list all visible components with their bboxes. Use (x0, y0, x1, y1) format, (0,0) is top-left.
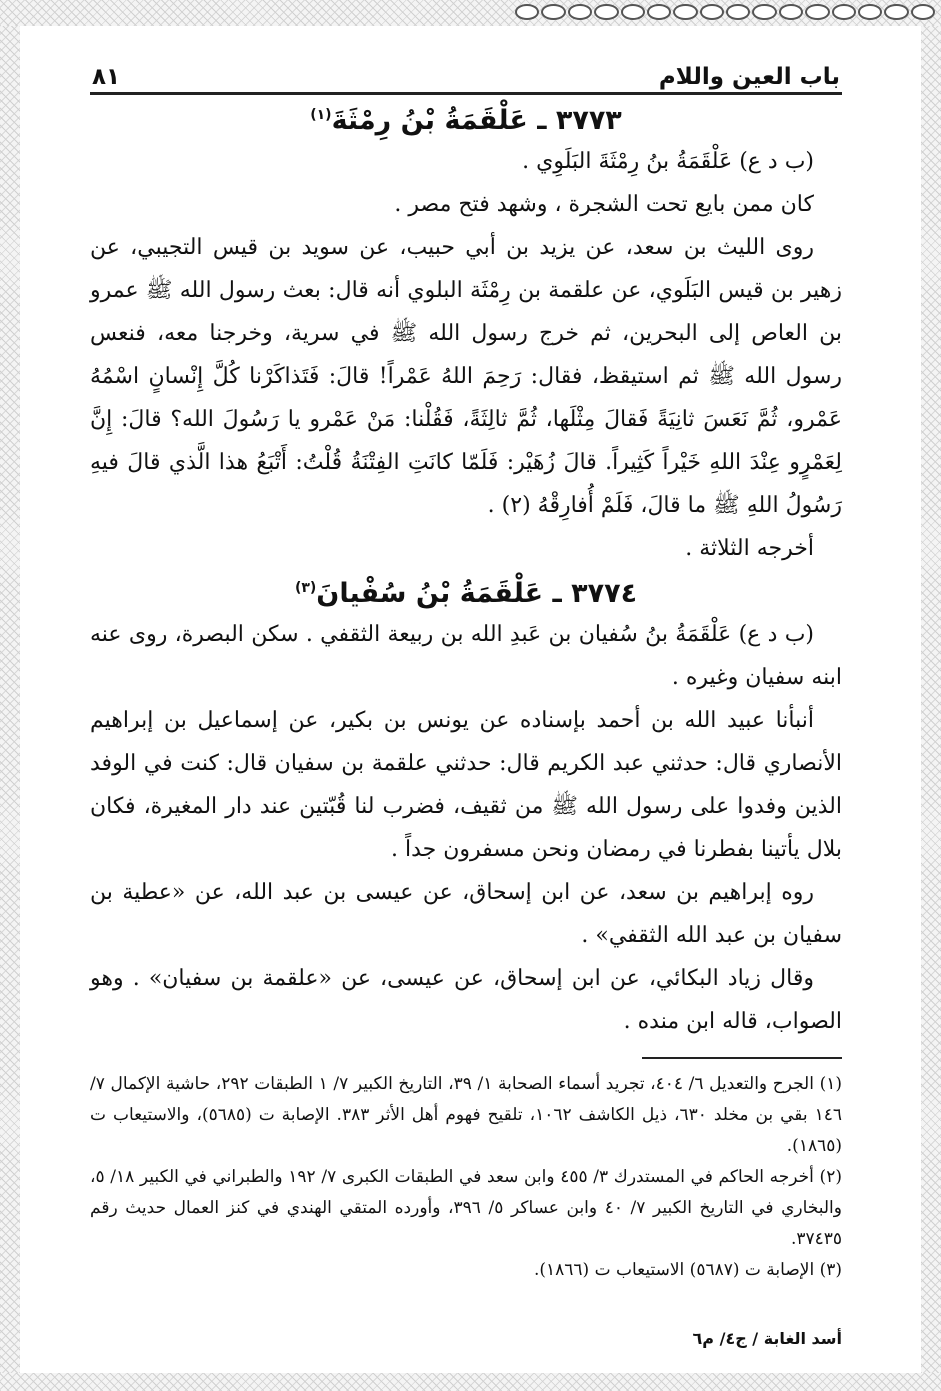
entry-paragraph: وقال زياد البكائي، عن ابن إسحاق، عن عيسى، عن «علقمة بن سفيان» . وهو الصواب، قاله ابن منده . (90, 966, 842, 1034)
footnote-marker: (٣) (294, 580, 317, 596)
footnote-rule (642, 1057, 842, 1059)
entry-3774 (90, 578, 842, 1043)
entry-code-line: (ب د ع) عَلْقَمَةُ بنُ سُفيان بن عَبدِ الله بن ربيعة الثقفي . سكن البصرة، روى عنه ابنه سفيان وغيره . (90, 622, 842, 690)
footnote-3: (٣) الإصابة ت (٥٦٨٧) الاستيعاب ت (١٨٦٦). (533, 1260, 842, 1280)
footnotes (90, 1069, 842, 1286)
entry-paragraph: كان ممن بايع تحت الشجرة ، وشهد فتح مصر . (394, 192, 814, 217)
entry-heading (90, 105, 842, 136)
decorative-border-left (0, 26, 20, 1373)
entry-paragraph: أخرجه الثلاثة . (685, 536, 814, 561)
running-header (90, 52, 842, 92)
footnote-2: (٢) أخرجه الحاكم في المستدرك ٣/ ٤٥٥ وابن سعد في الطبقات الكبرى ٧/ ١٩٢ والطبراني في الكبير ١٨/ ٥، والبخاري في التاريخ الكبير ٧/ ٤٠ وابن عساكر ٥/ ٣٩٦، وأورده المتقي الهندي في كنز العمال حديث رقم ٣٧٤٣٥. (90, 1167, 842, 1249)
chapter-title: باب العين واللام (658, 64, 840, 90)
entry-heading (90, 578, 842, 609)
footnote-1: (١) الجرح والتعديل ٦/ ٤٠٤، تجريد أسماء الصحابة ١/ ٣٩، التاريخ الكبير ٧/ ١ الطبقات ٢٩٢، حاشية الإكمال ٧/ ١٤٦ بقي بن مخلد ٦٣٠، ذيل الكاشف ١٠٦٢، تلقيح فهوم أهل الأثر ٣٨٣. الإصابة ت (٥٦٨٥)، والاستيعاب ت (١٨٦٥). (90, 1074, 843, 1156)
document-page (90, 52, 842, 1370)
signature-footer: أسد الغابة / ج٤/ م٦ (692, 1329, 842, 1348)
page-number: ٨١ (92, 64, 121, 90)
hadith-paragraph: أنبأنا عبيد الله بن أحمد بإسناده عن يونس بن بكير، عن إسماعيل بن إبراهيم الأنصاري قال: حدثني عبد الكريم قال: حدثني علقمة بن سفيان قال: كنت في الوفد الذين وفدوا على رسول الله ﷺ من ثقيف، فضرب لنا قُبّتين عند دار المغيرة، فكان بلال يأتينا بفطرنا في رمضان ونحن مسفرون جداً . (90, 708, 842, 862)
decorative-border-bottom (0, 1373, 941, 1391)
hadith-paragraph: روى الليث بن سعد، عن يزيد بن أبي حبيب، عن سويد بن قيس التجيبي، عن زهير بن قيس البَلَوي، عن علقمة بن رِمْثَة البلوي أنه قال: بعث رسول الله ﷺ عمرو بن العاص إلى البحرين، ثم خرج رسول الله ﷺ في سرية، وخرجنا معه، فنعس رسول الله ﷺ ثم استيقظ، فقال: رَحِمَ اللهُ عَمْراً! قالَ: فَتَذاكَرْنا كُلَّ إِنْسانٍ اسْمُهُ عَمْرو، ثُمَّ نَعَسَ ثانِيَةً فَقالَ مِثْلَها، ثُمَّ ثالِثَةً، فَقُلْنا: مَنْ عَمْرو يا رَسُولَ الله؟ قالَ: إِنَّ لِعَمْرٍو عِنْدَ اللهِ خَيْراً كَثِيراً. قالَ زُهَيْر: فَلَمّا كانَتِ الفِتْنَةُ قُلْتُ: أَتْبَعُ هذا الَّذي قالَ فيهِ رَسُولُ اللهِ ﷺ ما قالَ، فَلَمْ أُفارِقْهُ (٢) . (90, 235, 843, 518)
ornament-strip (515, 2, 935, 22)
entry-code-line: (ب د ع) عَلْقَمَةُ بنُ رِمْثَةَ البَلَوِي . (522, 149, 814, 174)
entry-title: ٣٧٧٣ ـ عَلْقَمَةُ بْنُ رِمْثَةَ (331, 105, 622, 136)
decorative-border-top (0, 0, 941, 26)
footnote-marker: (١) (310, 107, 332, 123)
decorative-border-right (921, 26, 941, 1373)
entry-3773 (90, 105, 842, 570)
header-rule (90, 92, 842, 95)
entry-title: ٣٧٧٤ ـ عَلْقَمَةُ بْنُ سُفْيانَ (316, 578, 638, 609)
entry-paragraph: روه إبراهيم بن سعد، عن ابن إسحاق، عن عيسى بن عبد الله، عن «عطية بن سفيان بن عبد الله الثقفي» . (90, 880, 842, 948)
